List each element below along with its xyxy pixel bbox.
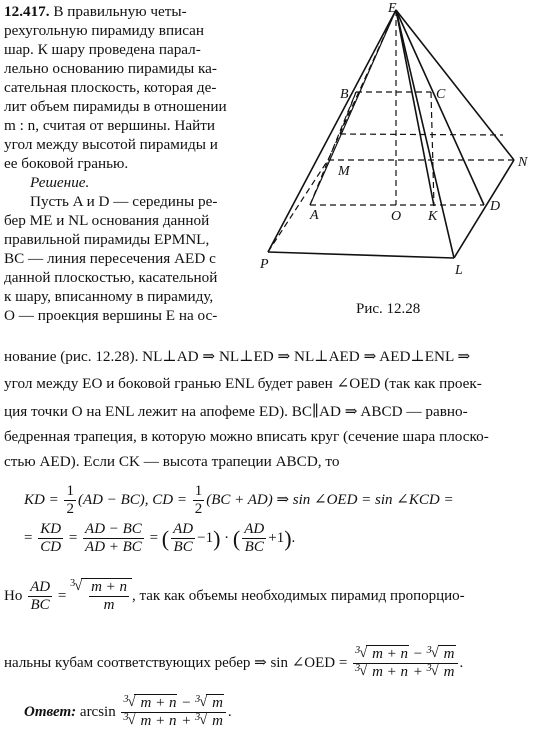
problem-line: угол между высотой пирамиды и	[4, 136, 218, 153]
label-A: A	[310, 208, 319, 223]
fraction: $\frac{AD}{BC}$	[244, 521, 265, 555]
fraction: $\frac{AD}{BC}$	[30, 579, 51, 613]
solution-line: правильной пирамиды EPMNL,	[4, 231, 210, 248]
label-B: B	[340, 87, 349, 102]
plus-one: +1	[268, 529, 285, 546]
problem-line: ее боковой гранью.	[4, 155, 129, 172]
label-E: E	[388, 1, 397, 16]
figure-caption: Рис. 12.28	[356, 301, 421, 317]
formula-sin: нальны кубам соответствующих ребер ⇒ sin ∠OED = 3 √ m + n − 3 √ m 3 √ m + n + 3 √ m .	[4, 645, 464, 680]
answer: Ответ: arcsin 3 √ m + n − 3 √ m 3 √ m + n + 3 √ m .	[24, 694, 232, 729]
formula-kd-cd	[24, 483, 454, 518]
fraction: $\frac{AD - BC}{AD + BC}$	[85, 521, 142, 555]
solution-line: данной плоскостью, касательной	[4, 269, 218, 286]
problem-line: В правильную четы-	[53, 3, 187, 20]
after-root-text: , так как объемы необходимых пирамид пропорцио-	[132, 587, 465, 604]
text-line: бедренная трапеция, в которую можно вписать круг (сечение шара плоско-	[4, 428, 489, 445]
kd-prefix: KD =	[24, 491, 59, 508]
eq-sign: =	[68, 529, 78, 546]
answer-fn: arcsin	[79, 703, 116, 720]
label-L: L	[455, 263, 463, 278]
answer-label: Ответ:	[24, 703, 77, 720]
cube-root: 3 √ $\frac{m + n}{m}$	[70, 578, 132, 614]
label-D: D	[490, 199, 501, 214]
label-K: K	[428, 209, 438, 224]
text-line: ция точки O на ENL лежит на апофеме ED). BC∥AD ⇒ ABCD — равно-	[4, 403, 468, 420]
kd-paren: (AD − BC), CD =	[77, 491, 187, 508]
problem-line: сательная плоскость, которая де-	[4, 79, 217, 96]
text-line: угол между EO и боковой гранью ENL будет равен ∠OED (так как проек-	[4, 375, 482, 392]
fraction: $\frac{AD}{BC}$	[173, 521, 194, 555]
solution-line: O — проекция вершины E на ос-	[4, 307, 218, 324]
problem-line: лит объем пирамиды в отношении	[4, 98, 227, 115]
solution-line: Пусть A и D — середины ре-	[30, 193, 218, 210]
fraction: $\frac{1}{2}$	[66, 483, 74, 517]
text-line: стью AED). Если CK — высота трапеции ABCD, то	[4, 453, 340, 470]
no-word: Но	[4, 587, 23, 604]
text-line: нование (рис. 12.28). NL⊥AD ⇒ NL⊥ED ⇒ NL⊥AED ⇒ AED⊥ENL ⇒	[4, 348, 471, 365]
eq-sign: =	[24, 529, 33, 546]
formula-chain: = $\frac{KD}{CD}$ = $\frac{AD - BC}{AD + BC}$ = ( $\frac{AD}{BC}$ −1) · ( $\frac{AD}{BC}$ +1).	[24, 521, 296, 555]
label-M: M	[338, 164, 350, 179]
label-O: O	[391, 209, 402, 224]
dot: ·	[224, 529, 230, 546]
solution-heading: Решение.	[30, 174, 90, 191]
fraction: 3 √ m + n − 3 √ m 3 √ m + n + 3 √ m	[121, 695, 225, 730]
label-P: P	[260, 257, 269, 272]
label-N: N	[518, 155, 528, 170]
pyramid-figure	[258, 0, 533, 300]
kub-text: нальны кубам соответствующих ребер ⇒ sin ∠OED =	[4, 654, 348, 671]
cd-rest: (BC + AD) ⇒ sin ∠OED = sin ∠KCD =	[206, 491, 454, 508]
problem-number: 12.417.	[4, 3, 50, 20]
solution-line: BC — линия пересечения AED с	[4, 250, 216, 267]
problem-line: рехугольную пирамиду вписан	[4, 22, 205, 39]
problem-line: шар. К шару проведена парал-	[4, 41, 201, 58]
fraction: $\frac{KD}{CD}$	[40, 521, 62, 555]
solution-line: к шару, вписанному в пирамиду,	[4, 288, 214, 305]
label-C: C	[436, 87, 446, 102]
minus-one: −1	[197, 529, 214, 546]
problem-line: лельно основанию пирамиды ка-	[4, 60, 217, 77]
fraction: 3 √ m + n − 3 √ m 3 √ m + n + 3 √ m	[353, 646, 457, 681]
solution-line: бер ME и NL основания данной	[4, 212, 210, 229]
problem-text	[4, 2, 266, 325]
eq-sign: =	[57, 587, 67, 604]
fraction: $\frac{1}{2}$	[194, 483, 203, 517]
eq-sign: =	[149, 529, 159, 546]
formula-ratio	[4, 578, 465, 614]
problem-line: m : n, считая от вершины. Найти	[4, 117, 215, 134]
